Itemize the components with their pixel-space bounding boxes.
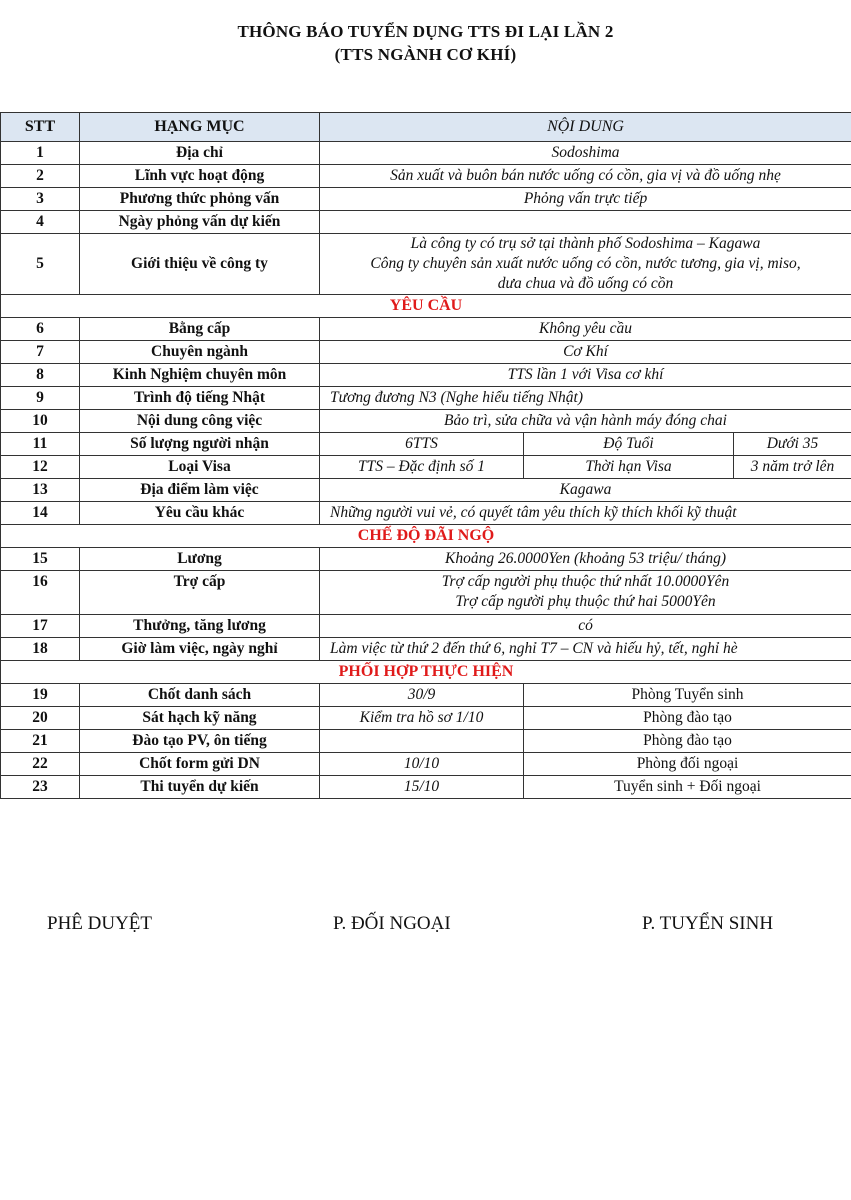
row-label: Giới thiệu về công ty [80,234,320,295]
company-intro-text [320,234,851,295]
section-title-che-do: CHẾ ĐỘ ĐÃI NGỘ [1,525,851,548]
company-intro-line: dưa chua và đồ uống có cồn [497,275,674,292]
table-row [1,456,851,479]
coordination-date: Kiểm tra hồ sơ 1/10 [320,707,524,730]
row-label: Chuyên ngành [80,341,320,364]
signature-approve: PHÊ DUYỆT [47,913,153,934]
table-row-allowance [1,571,851,615]
age-label: Độ Tuổi [524,433,734,456]
document-title: THÔNG BÁO TUYỂN DỤNG TTS ĐI LẠI LẦN 2 [237,22,614,41]
row-stt: 5 [1,234,80,295]
table-row [1,433,851,456]
row-label: Trợ cấp [80,571,320,615]
section-row [1,525,851,548]
row-stt: 14 [1,502,80,525]
row-label: Lĩnh vực hoạt động [80,165,320,188]
allowance-line: Trợ cấp người phụ thuộc thứ nhất 10.0000Yên [441,573,730,590]
table-row [1,165,851,188]
table-row [1,142,851,165]
table-row [1,410,851,433]
row-label: Loại Visa [80,456,320,479]
row-stt: 4 [1,211,80,234]
visa-type-value: TTS – Đặc định số 1 [320,456,524,479]
table-row [1,188,851,211]
row-label: Sát hạch kỹ năng [80,707,320,730]
row-value [320,211,851,234]
table-row [1,615,851,638]
table-row [1,387,851,410]
table-row [1,548,851,571]
row-label: Trình độ tiếng Nhật [80,387,320,410]
row-label: Yêu cầu khác [80,502,320,525]
row-label: Số lượng người nhận [80,433,320,456]
section-title-yeu-cau: YÊU CẦU [1,295,851,318]
row-stt: 8 [1,364,80,387]
table-row [1,730,851,753]
row-value: Cơ Khí [320,341,851,364]
age-value: Dưới 35 [734,433,851,456]
row-stt: 20 [1,707,80,730]
row-value: Kagawa [320,479,851,502]
company-intro-line: Công ty chuyên sản xuất nước uống có cồn, nước tương, gia vị, miso, [370,255,801,272]
row-label: Nội dung công việc [80,410,320,433]
table-row [1,318,851,341]
table-row [1,341,851,364]
row-label: Lương [80,548,320,571]
row-label: Chốt danh sách [80,684,320,707]
company-intro-line: Là công ty có trụ sở tại thành phố Sodoshima – Kagawa [410,235,761,252]
header-noi-dung: NỘI DUNG [320,113,851,142]
headcount-value: 6TTS [320,433,524,456]
table-row [1,638,851,661]
row-stt: 1 [1,142,80,165]
visa-term-label: Thời hạn Visa [524,456,734,479]
table-header-row [1,113,851,142]
row-value: có [320,615,851,638]
table-row [1,707,851,730]
row-stt: 3 [1,188,80,211]
row-stt: 21 [1,730,80,753]
row-label: Địa điểm làm việc [80,479,320,502]
coordination-date: 10/10 [320,753,524,776]
table-row [1,211,851,234]
row-stt: 22 [1,753,80,776]
row-stt: 23 [1,776,80,799]
row-value: Tương đương N3 (Nghe hiểu tiếng Nhật) [320,387,851,410]
table-row [1,364,851,387]
section-row [1,661,851,684]
coordination-dept: Phòng đối ngoại [524,753,851,776]
row-stt: 13 [1,479,80,502]
signature-enrollment: P. TUYỂN SINH [642,913,774,934]
document-subtitle: (TTS NGÀNH CƠ KHÍ) [334,45,517,64]
header-stt: STT [1,113,80,142]
allowance-text [320,571,851,615]
row-label: Giờ làm việc, ngày nghỉ [80,638,320,661]
table-row [1,776,851,799]
table-row [1,753,851,776]
row-value: Khoảng 26.0000Yen (khoảng 53 triệu/ tháng) [320,548,851,571]
row-stt: 12 [1,456,80,479]
row-stt: 18 [1,638,80,661]
row-label: Đào tạo PV, ôn tiếng [80,730,320,753]
row-label: Thưởng, tăng lương [80,615,320,638]
row-label: Thi tuyển dự kiến [80,776,320,799]
row-label: Chốt form gửi DN [80,753,320,776]
table-row [1,684,851,707]
row-value: Những người vui vẻ, có quyết tâm yêu thích kỹ thích khối kỹ thuật [320,502,851,525]
visa-term-value: 3 năm trở lên [734,456,851,479]
row-stt: 15 [1,548,80,571]
row-stt: 2 [1,165,80,188]
recruitment-table [0,112,851,799]
row-value: TTS lần 1 với Visa cơ khí [320,364,851,387]
row-stt: 6 [1,318,80,341]
allowance-line: Trợ cấp người phụ thuộc thứ hai 5000Yên [455,593,716,610]
coordination-dept: Phòng đào tạo [524,730,851,753]
row-value: Phỏng vấn trực tiếp [320,188,851,211]
signature-foreign-affairs: P. ĐỐI NGOẠI [333,913,451,934]
row-value: Làm việc từ thứ 2 đến thứ 6, nghỉ T7 – CN và hiếu hỷ, tết, nghỉ hè [320,638,851,661]
coordination-date: 30/9 [320,684,524,707]
row-value: Không yêu cầu [320,318,851,341]
row-stt: 16 [1,571,80,615]
row-label: Kinh Nghiệm chuyên môn [80,364,320,387]
row-label: Địa chỉ [80,142,320,165]
row-value: Bảo trì, sửa chữa và vận hành máy đóng chai [320,410,851,433]
row-stt: 7 [1,341,80,364]
row-label: Phương thức phỏng vấn [80,188,320,211]
row-value: Sản xuất và buôn bán nước uống có cồn, gia vị và đồ uống nhẹ [320,165,851,188]
coordination-dept: Phòng đào tạo [524,707,851,730]
table-row [1,479,851,502]
section-title-phoi-hop: PHỐI HỢP THỰC HIỆN [1,661,851,684]
header-hang-muc: HẠNG MỤC [80,113,320,142]
coordination-dept: Phòng Tuyển sinh [524,684,851,707]
row-label: Ngày phỏng vấn dự kiến [80,211,320,234]
row-label: Bằng cấp [80,318,320,341]
row-stt: 10 [1,410,80,433]
row-stt: 11 [1,433,80,456]
table-row [1,502,851,525]
table-row-company-intro [1,234,851,295]
row-value: Sodoshima [320,142,851,165]
coordination-date [320,730,524,753]
coordination-date: 15/10 [320,776,524,799]
row-stt: 19 [1,684,80,707]
row-stt: 9 [1,387,80,410]
coordination-dept: Tuyển sinh + Đối ngoại [524,776,851,799]
row-stt: 17 [1,615,80,638]
section-row [1,295,851,318]
